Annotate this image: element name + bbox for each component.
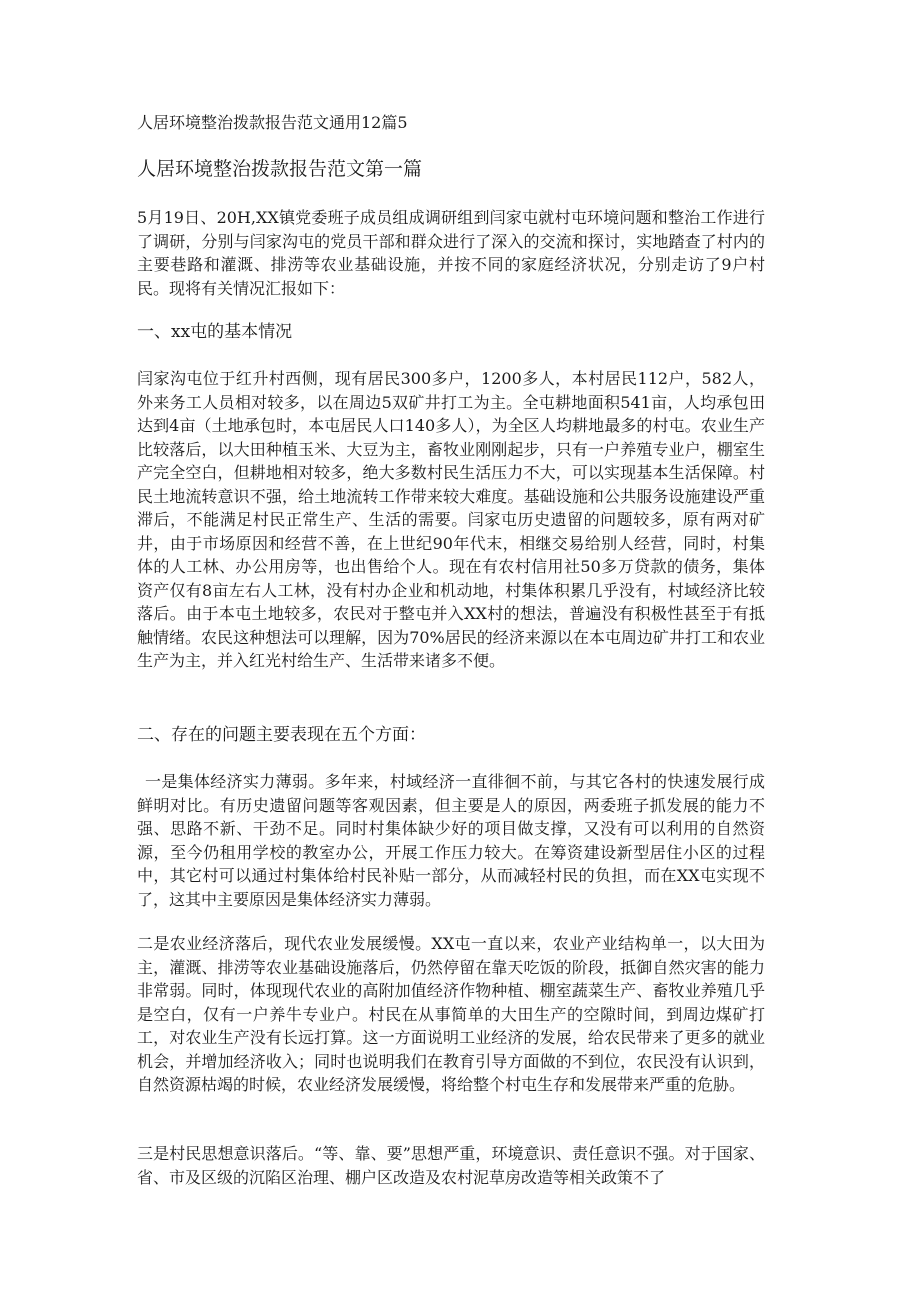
section-title: 人居环境整治拨款报告范文第一篇 bbox=[137, 158, 423, 180]
problem-1-paragraph: 一是集体经济实力薄弱。多年来，村域经济一直徘徊不前，与其它各村的快速发展行成鲜明对比。有历史遗留问题等客观因素，但主要是人的原因，两委班子抓发展的能力不强、思路不新、干劲不足。同时村集体缺少好的项目做支撑，又没有可以利用的自然资源，至今仍租用学校的教室办公，开展工作压力较大。在筹资建设新型居住小区的过程中，其它村可以通过村集体给村民补贴一部分，从而减轻村民的负担，而在XX屯实现不了，这其中主要原因是集体经济实力薄弱。 bbox=[137, 772, 765, 909]
heading-problems: 二、存在的问题主要表现在五个方面： bbox=[137, 725, 426, 745]
heading-basic-info: 一、xx屯的基本情况 bbox=[137, 322, 293, 342]
problem-2-paragraph: 二是农业经济落后，现代农业发展缓慢。XX屯一直以来，农业产业结构单一，以大田为主，灌溉、排涝等农业基础设施落后，仍然停留在靠天吃饭的阶段，抵御自然灾害的能力非常弱。同时，体现现代农业的高附加值经济作物种植、棚室蔬菜生产、畜牧业养殖几乎是空白，仅有一户养牛专业户。村民在从事简单的大田生产的空隙时间，到周边煤矿打工，对农业生产没有长远打算。这一方面说明工业经济的发展，给农民带来了更多的就业机会，并增加经济收入；同时也说明我们在教育引导方面做的不到位，农民没有认识到，自然资源枯竭的时候，农业经济发展缓慢，将给整个村屯生存和发展带来严重的危胁。 bbox=[137, 934, 765, 1094]
document-title: 人居环境整治拨款报告范文通用12篇5 bbox=[137, 113, 408, 132]
basic-info-paragraph: 闫家沟屯位于红升村西侧，现有居民300多户，1200多人，本村居民112户，582人，外来务工人员相对较多，以在周边5双矿井打工为主。全屯耕地面积541亩，人均承包田达到4亩（土地承包时，本屯居民人口140多人），为全区人均耕地最多的村屯。农业生产比较落后，以大田种植玉米、大豆为主，畜牧业刚刚起步，只有一户养殖专业户，棚室生产完全空白，但耕地相对较多，绝大多数村民生活压力不大，可以实现基本生活保障。村民土地流转意识不强，给土地流转工作带来较大难度。基础设施和公共服务设施建设严重滞后，不能满足村民正常生产、生活的需要。闫家屯历史遗留的问题较多，原有两对矿井，由于市场原因和经营不善，在上世纪90年代末，相继交易给别人经营，同时，村集体的人工林、办公用房等，也出售给个人。现在有农村信用社50多万贷款的债务，集体资产仅有8亩左右人工林，没有村办企业和机动地，村集体积累几乎没有，村域经济比较落后。由于本屯土地较多，农民对于整屯并入XX村的想法，普遍没有积极性甚至于有抵触情绪。农民这种想法可以理解，因为70%居民的经济来源以在本屯周边矿井打工和农业生产为主，并入红光村给生产、生活带来诸多不便。 bbox=[137, 369, 765, 670]
problem-3-paragraph: 三是村民思想意识落后。“等、靠、要”思想严重，环境意识、责任意识不强。对于国家、省、市及区级的沉陷区治理、棚户区改造及农村泥草房改造等相关政策不了 bbox=[137, 1144, 765, 1187]
intro-paragraph: 5月19日、20H,XX镇党委班子成员组成调研组到闫家屯就村屯环境问题和整治工作进行了调研，分别与闫家沟屯的党员干部和群众进行了深入的交流和探讨，实地踏查了村内的主要巷路和灌溉、排涝等农业基础设施，并按不同的家庭经济状况，分别走访了9户村民。现将有关情况汇报如下： bbox=[137, 208, 765, 298]
